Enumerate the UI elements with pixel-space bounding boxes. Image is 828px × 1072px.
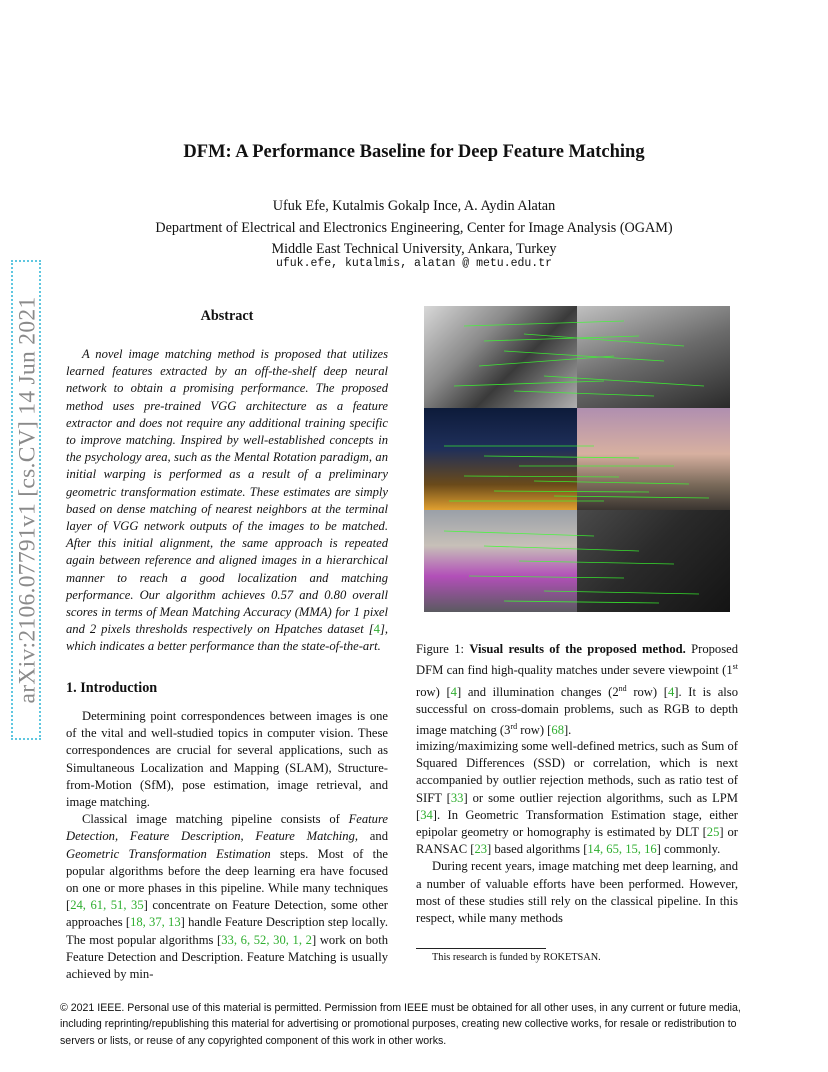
abstract-text-1: A novel image matching method is proposed that utilizes learned features extracted by an off-the-shelf deep neural network to obtain a promising performance. The proposed method uses pre-trained VGG architecture as a feature extractor and does not require any additional training specific to improve matching. Inspired by well-established concepts in the psychology area, such as the Mental Rotation paradigm, an initial warping is performed as a result of a preliminary geometric transformation estimate. These estimates are simply based on dense matching of nearest neighbors at the terminal layer of VGG network outputs of the images to be matched. After this initial alignment, the same approach is repeated again between reference and aligned images in a hierarchical manner to reach a good localization and matching performance. Our algorithm achieves 0.57 and 0.80 overall scores in terms of Mean Matching Accuracy (MMA) for 1 pixel and 2 pixels thresholds respectively on Hpatches dataset [ [66,347,388,637]
intro-text: ] concentrate on Feature Detection, some other approaches [ [66,898,388,930]
abstract-text-2: ], which indicates a better performance than the state-of-the-art. [66,622,388,654]
affiliation-line-1: Department of Electrical and Electronics Engineering, Center for Image Analysis (OGAM) [155,219,673,236]
abstract-body [66,346,388,656]
citation-link[interactable]: 34 [420,807,433,822]
arxiv-stamp [11,260,45,740]
intro-paragraph-2 [66,811,388,983]
funding-footnote: This research is funded by ROKETSAN. [432,952,601,963]
caption-text: row) [ [416,684,451,699]
figure-1-caption [416,641,738,740]
body-text: ]. In Geometric Transformation Estimation stage, either epipolar geometry or homography is estimated by DLT [ [416,807,738,840]
caption-text: Proposed DFM can find high-quality matches under severe viewpoint (1 [416,642,738,678]
affiliation-line-2: Middle East Technical University, Ankara, Turkey [271,241,557,257]
intro-text: ] work on both Feature Detection and Description. Feature Matching is usually achieved by min- [66,932,389,982]
arxiv-identifier: arXiv:2106.07791v1 [cs.CV] 14 Jun 2021 [14,296,41,704]
citation-link[interactable]: 14, 65, 15, 16 [587,842,657,857]
citation-link[interactable]: 4 [373,622,380,637]
intro-text: and [358,829,388,844]
paper-title: DFM: A Performance Baseline for Deep Feature Matching [183,142,645,162]
introduction-heading: 1. Introduction [66,680,158,696]
match-lines [424,306,730,612]
caption-text: row) [ [626,684,668,699]
figure-1-image-grid [424,306,730,612]
caption-superscript: rd [510,722,518,732]
body-text: imizing/maximizing some well-defined metrics, such as Sum of Squared Differences (SSD) or correlation, which is next accompanied by outlier rejection methods, such as ratio test of SIFT [ [416,739,738,805]
intro-text: Classical image matching pipeline consists of [82,812,349,827]
citation-link[interactable]: 23 [474,842,488,857]
body-text: ] or some outlier rejection algorithms, such as LPM [ [416,790,739,822]
intro-paragraph-1: Determining point correspondences between images is one of the vital and well-studied topics in computer vision. These correspondences are crucial for several applications, such as Simultaneous Localization and Mapping (SLAM), Structure-from-Motion (SfM), pose estimation, image retrieval, and image matching. [66,709,388,810]
caption-superscript: st [732,662,738,672]
citation-link[interactable]: 4 [667,684,675,699]
author-emails: ufuk.efe, kutalmis, alatan @ metu.edu.tr [275,257,553,270]
copyright-notice: © 2021 IEEE. Personal use of this material is permitted. Permission from IEEE must be obtained for all other uses, in any current or future media, including reprinting/republishing this material for advertising or promotional purposes, creating new collective works, for resale or redistribution to servers or lists, or reuse of any copyrighted component of this work in other works. [60,1002,741,1047]
citation-link[interactable]: 25 [706,825,720,840]
intro-text: steps. Most of the popular algorithms before the deep learning era have focused on one or more phases in this pipeline. While many techniques [ [66,846,388,913]
caption-bold: Visual results of the proposed method. [469,642,686,656]
intro-text: ] handle Feature Description step locally. The most popular algorithms [ [66,915,389,947]
right-column-body [416,738,738,927]
citation-link[interactable]: 24, 61, 51, 35 [70,898,144,913]
body-text: ] based algorithms [ [487,842,588,857]
caption-text: ]. [563,723,572,738]
citation-link[interactable]: 4 [450,684,457,699]
intro-italic: Feature Detection, Feature Description, Feature Matching, [66,812,388,844]
right-paragraph-1 [416,738,738,858]
citation-link[interactable]: 33, 6, 52, 30, 1, 2 [221,932,312,947]
body-text: ] or RANSAC [ [416,825,738,857]
intro-italic: Geometric Transformation Estimation [66,846,271,861]
right-paragraph-2: During recent years, image matching met deep learning, and a number of valuable efforts have been performed. However, most of these studies still rely on the classical pipeline. In this respect, while many methods [416,859,738,926]
author-block [0,196,828,261]
caption-label: Figure 1: [416,642,465,656]
citation-link[interactable]: 68 [551,723,564,738]
citation-link[interactable]: 33 [450,790,464,805]
citation-link[interactable]: 18, 37, 13 [130,915,181,930]
body-text: ] commonly. [656,842,721,857]
caption-text: row) [ [517,723,552,738]
caption-text: ]. It is also successful on cross-domain problems, such as RGB to depth image matching (3 [416,684,739,738]
abstract-heading: Abstract [200,308,254,324]
caption-superscript: nd [618,683,627,693]
caption-text: ] and illumination changes (2 [456,684,619,699]
footnote-divider [416,948,546,949]
introduction-body [66,708,388,983]
authors: Ufuk Efe, Kutalmis Gokalp Ince, A. Aydin Alatan [272,198,556,214]
